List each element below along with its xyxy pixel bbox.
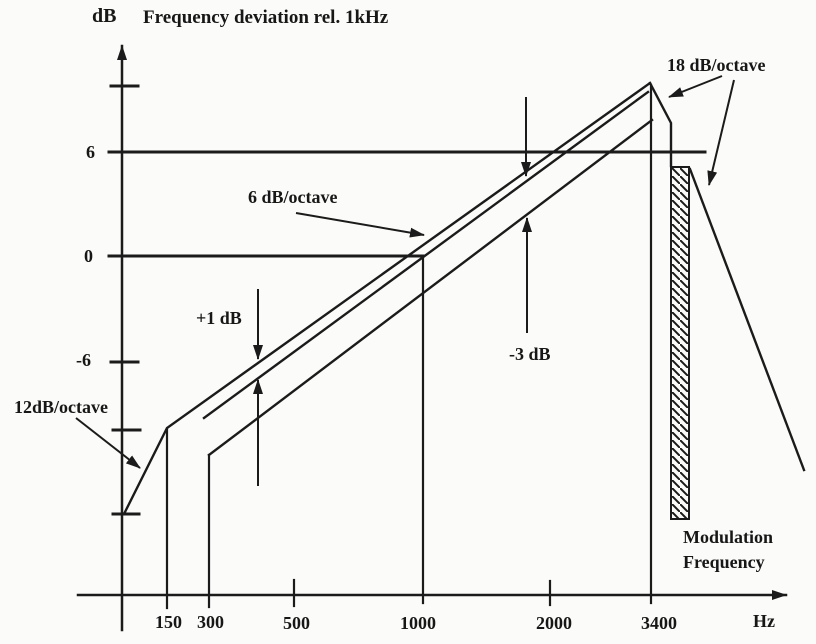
- annotation-18db-label: 18 dB/octave: [667, 55, 766, 75]
- chart-title-label: Frequency deviation rel. 1kHz: [143, 7, 389, 28]
- x-tick-300-label: 300: [197, 612, 224, 632]
- y-tick-0-label: 0: [84, 246, 93, 266]
- upper-limit-rolloff: [650, 83, 671, 166]
- x-tick-3400-label: 3400: [641, 613, 677, 633]
- annotation-minus3db-label: -3 dB: [509, 344, 551, 364]
- x-tick-2000-label: 2000: [536, 613, 572, 633]
- lower-limit-line: [209, 120, 652, 455]
- x-axis-unit-label: Hz: [753, 611, 775, 631]
- x-tick-150-label: 150: [155, 612, 182, 632]
- pointer-12db-arrow: [76, 418, 140, 468]
- x-axis-note-line1-label: Modulation: [683, 527, 774, 547]
- pointer-18db-upper-arrow: [669, 76, 722, 97]
- x-tick-500-label: 500: [283, 613, 310, 633]
- y-tick-6-label: 6: [86, 142, 95, 162]
- modulation-limit-hatch-band: [671, 167, 689, 519]
- y-tick-minus6-label: -6: [76, 350, 91, 370]
- annotation-6db-label: 6 dB/octave: [248, 187, 338, 207]
- lower-limit-rolloff: [690, 169, 804, 470]
- annotation-plus1db-label: +1 dB: [196, 308, 242, 328]
- pointer-6db-arrow: [296, 213, 424, 235]
- x-tick-1000-label: 1000: [400, 613, 436, 633]
- pointer-18db-lower-arrow: [709, 80, 734, 185]
- y-axis-unit-label: dB: [92, 5, 117, 27]
- x-axis-note-line2-label: Frequency: [683, 552, 765, 572]
- annotation-12db-label: 12dB/octave: [14, 397, 108, 417]
